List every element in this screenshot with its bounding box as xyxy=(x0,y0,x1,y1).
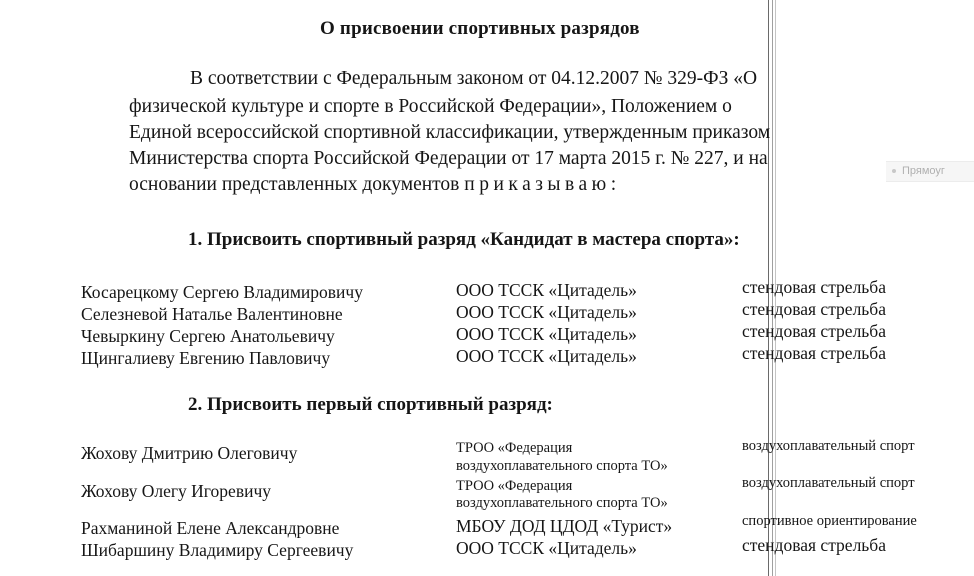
s2-row-2-org-line-1: ТРОО «Федерация xyxy=(456,478,573,494)
shape-tooltip-label: Прямоуг xyxy=(902,165,945,177)
bullet-icon xyxy=(892,169,896,173)
order-word: приказываю: xyxy=(464,174,621,195)
s1-row-4-org: ООО ТССК «Цитадель» xyxy=(456,346,637,366)
s2-row-1-sport: воздухоплавательный спорт xyxy=(742,438,915,454)
preamble-line-3: Единой всероссийской спортивной классификации, утвержденным приказом xyxy=(129,122,771,143)
s1-row-2-name: Селезневой Наталье Валентиновне xyxy=(81,304,343,324)
preamble-line-4: Министерства спорта Российской Федерации от 17 марта 2015 г. № 227, и на xyxy=(129,148,768,169)
s1-row-3-org: ООО ТССК «Цитадель» xyxy=(456,324,637,344)
s2-row-1-org-line-1: ТРОО «Федерация xyxy=(456,440,573,456)
preamble-line-5-start: основании представленных документов xyxy=(129,174,460,195)
preamble-line-2: физической культуре и спорте в Российской Федерации», Положением о xyxy=(129,96,732,117)
s2-row-3-org: МБОУ ДОД ЦДОД «Турист» xyxy=(456,516,673,536)
s2-row-1-name: Жохову Дмитрию Олеговичу xyxy=(81,443,298,463)
s1-row-3-sport: стендовая стрельба xyxy=(742,321,886,341)
section-2-heading: 2. Присвоить первый спортивный разряд: xyxy=(188,394,553,415)
section-1-heading: 1. Присвоить спортивный разряд «Кандидат в мастера спорта»: xyxy=(188,229,740,250)
s1-row-1-sport: стендовая стрельба xyxy=(742,277,886,297)
s2-row-4-org: ООО ТССК «Цитадель» xyxy=(456,538,637,558)
s1-row-3-name: Чевыркину Сергею Анатольевичу xyxy=(81,326,335,346)
document-title: О присвоении спортивных разрядов xyxy=(320,18,640,39)
s1-row-4-name: Щингалиеву Евгению Павловичу xyxy=(81,348,331,368)
shape-tooltip-tab[interactable] xyxy=(886,161,974,182)
s2-row-4-sport: стендовая стрельба xyxy=(742,535,886,555)
s2-row-2-sport: воздухоплавательный спорт xyxy=(742,475,915,491)
s2-row-4-name: Шибаршину Владимиру Сергеевичу xyxy=(81,540,354,560)
s2-row-1-org-line-2: воздухоплавательного спорта ТО» xyxy=(456,458,668,474)
s1-row-1-name: Косарецкому Сергею Владимировичу xyxy=(81,282,363,302)
s1-row-2-sport: стендовая стрельба xyxy=(742,299,886,319)
preamble-line-1: В соответствии с Федеральным законом от 04.12.2007 № 329-ФЗ «О xyxy=(190,68,758,89)
s2-row-3-name: Рахманиной Елене Александровне xyxy=(81,518,340,538)
s2-row-2-org-line-2: воздухоплавательного спорта ТО» xyxy=(456,495,668,511)
s1-row-2-org: ООО ТССК «Цитадель» xyxy=(456,302,637,322)
s2-row-2-name: Жохову Олегу Игоревичу xyxy=(81,481,271,501)
s2-row-3-sport: спортивное ориентирование xyxy=(742,513,917,529)
s1-row-4-sport: стендовая стрельба xyxy=(742,343,886,363)
s1-row-1-org: ООО ТССК «Цитадель» xyxy=(456,280,637,300)
preamble-line-5 xyxy=(129,174,621,196)
